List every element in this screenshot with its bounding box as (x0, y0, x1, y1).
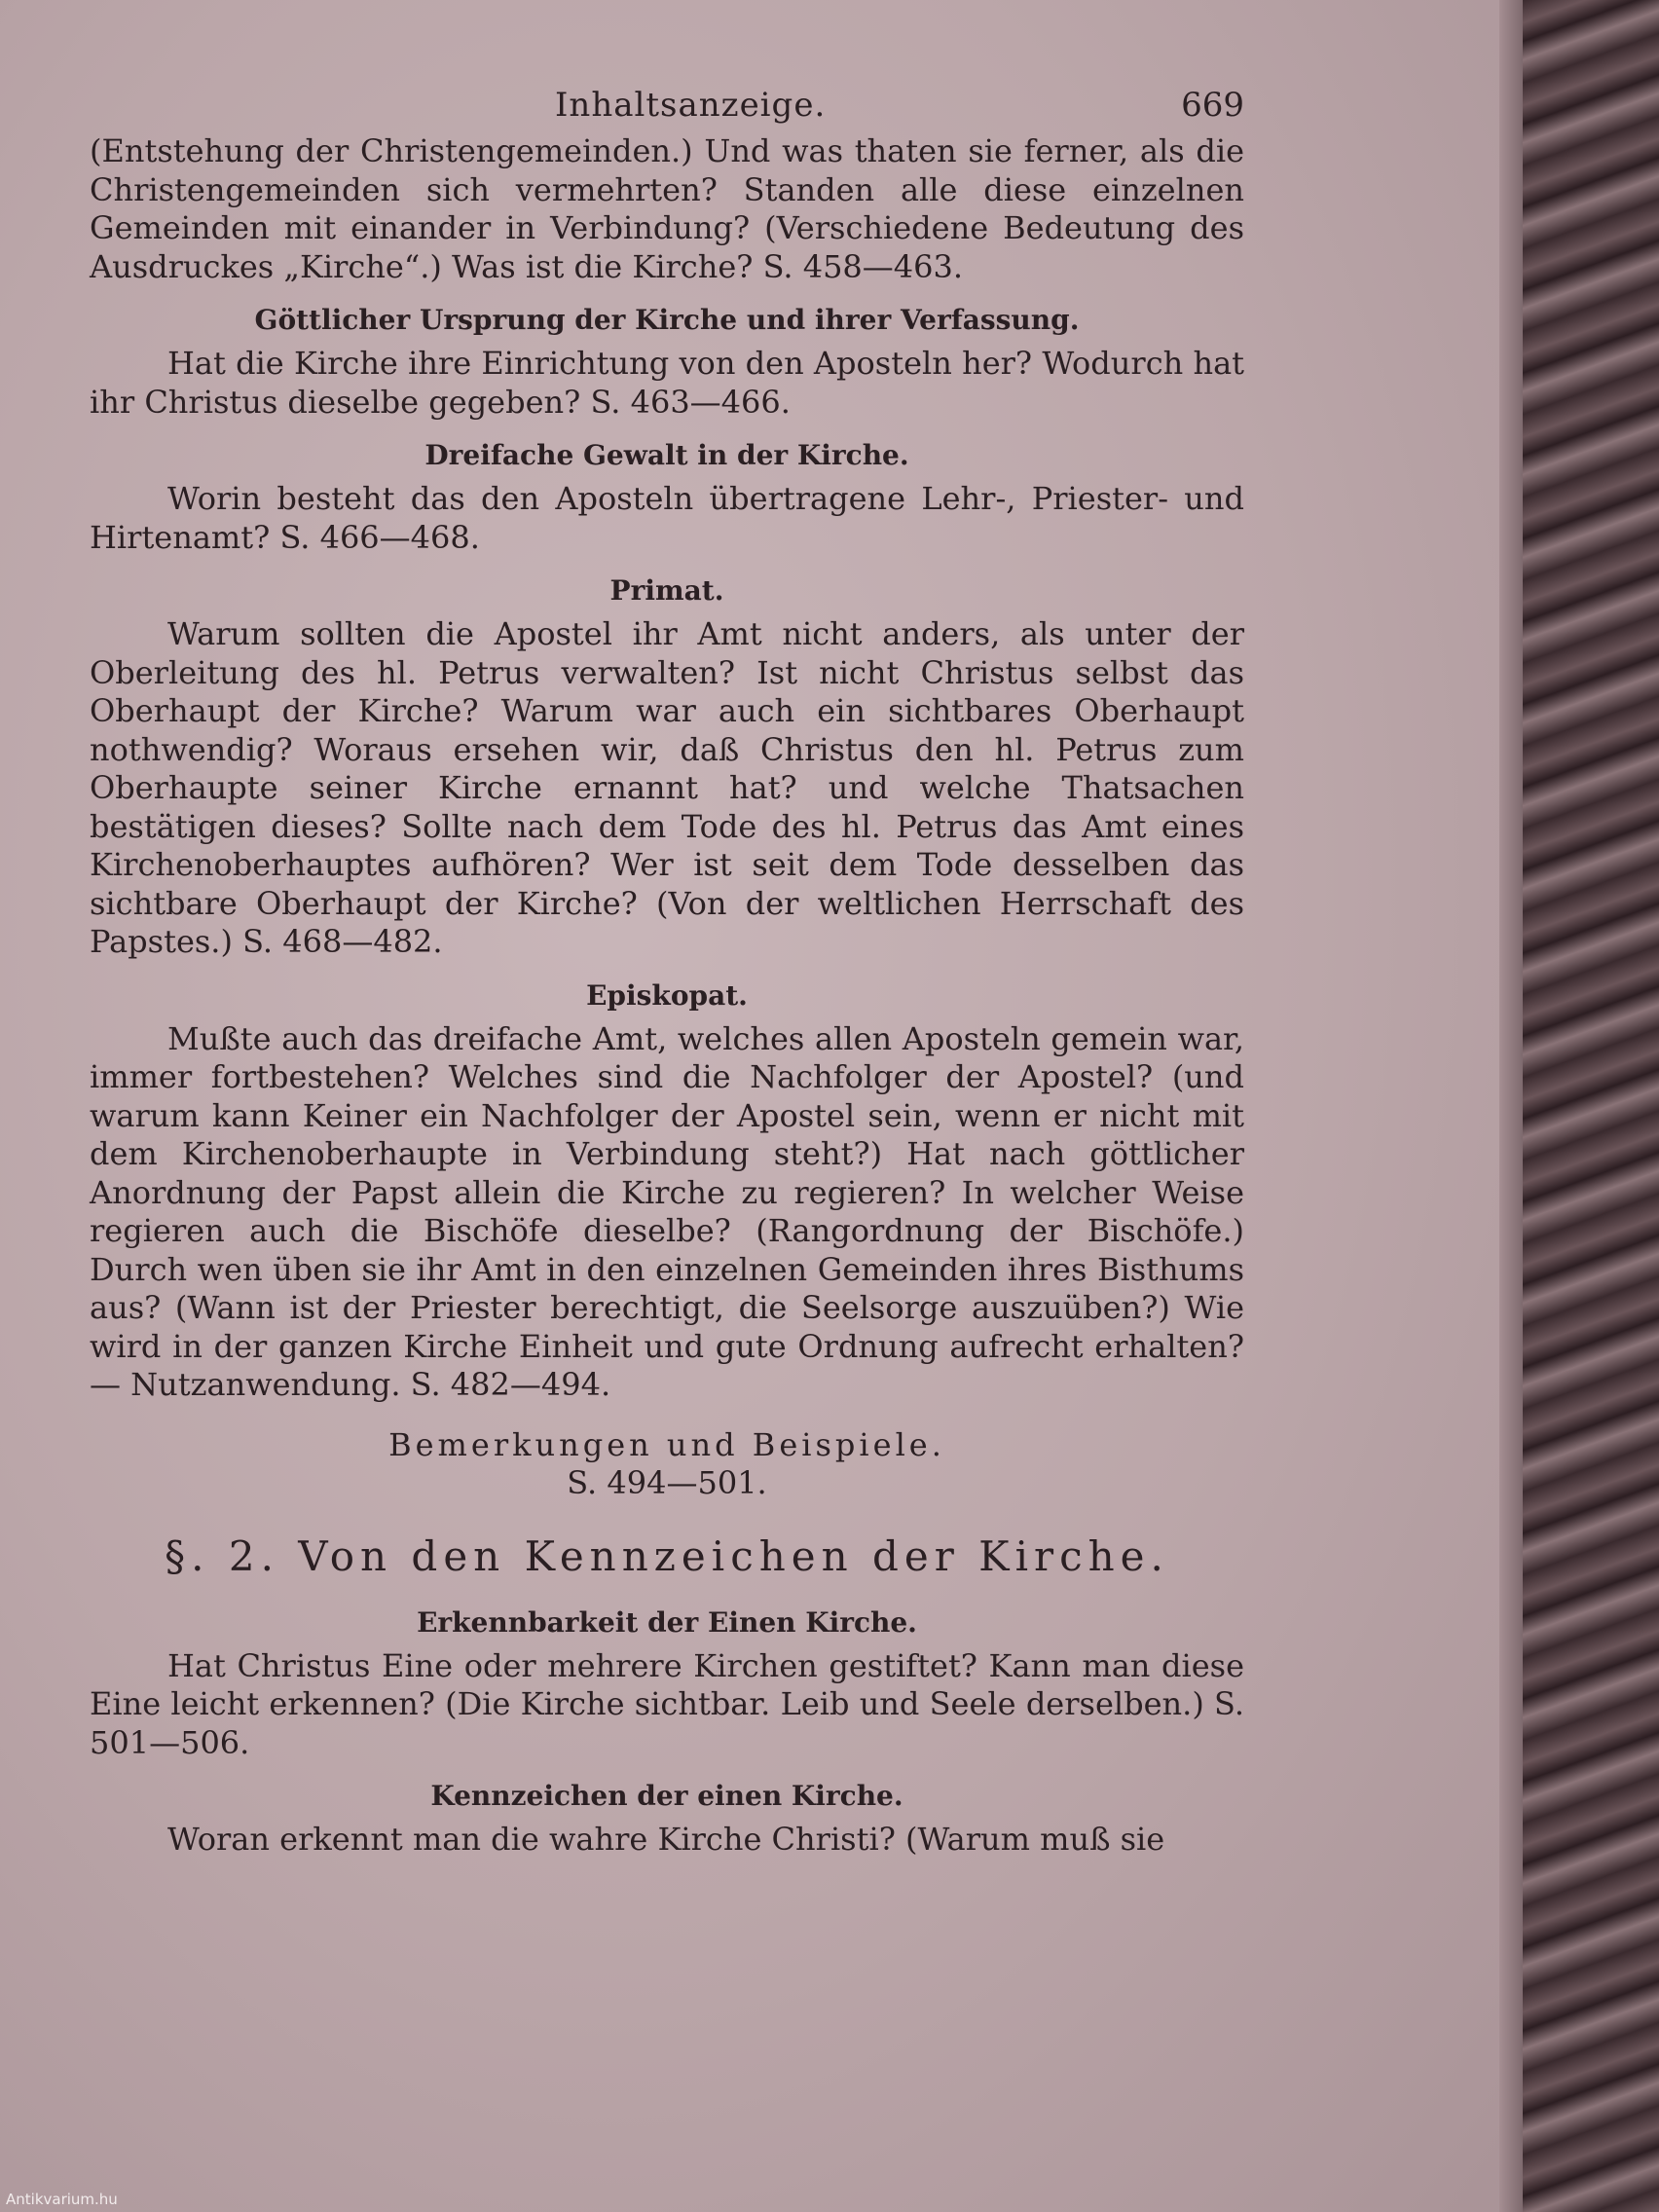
paragraph-episkopat: Mußte auch das dreifache Amt, welches allen Aposteln gemein war, immer fortbestehen? Welches sind die Nachfolger der Apostel? (und warum kann Keiner ein Nachfolger der Apostel sein, wenn er nicht mit dem Kirchenoberhaupte in Verbindung steht?) Hat nach göttlicher Anordnung der Papst allein die Kirche zu regieren? In welcher Weise regieren auch die Bischöfe dieselbe? (Rangordnung der Bischöfe.) Durch wen üben sie ihr Amt in den einzelnen Gemeinden ihres Bisthums aus? (Wann ist der Priester berechtigt, die Seelsorge auszuüben?) Wie wird in der ganzen Kirche Einheit und gute Ordnung aufrecht erhalten? — Nutzanwendung. S. 482—494. (90, 1019, 1244, 1403)
remarks-pages: S. 494—501. (567, 1464, 767, 1501)
section-heading: §. 2. Von den Kennzeichen der Kirche. (165, 1531, 1169, 1580)
paragraph-primat: Warum sollten die Apostel ihr Amt nicht anders, als unter der Oberleitung des hl. Petrus verwalten? Ist nicht Christus selbst das Oberhaupt der Kirche? Warum war auch ein sichtbares Oberhaupt nothwendig? Woraus ersehen wir, daß Christus den hl. Petrus zum Oberhaupte seiner Kirche ernannt hat? und welche Thatsachen bestätigen dieses? Sollte nach dem Tode des hl. Petrus das Amt eines Kirchenoberhauptes aufhören? Wer ist seit dem Tode desselben das sichtbare Oberhaupt der Kirche? (Von der weltlichen Herrschaft des Papstes.) S. 468—482. (90, 615, 1244, 960)
heading-kennzeichen: Kennzeichen der einen Kirche. (430, 1780, 903, 1812)
remarks-title: Bemerkungen und Beispiele. (388, 1425, 945, 1463)
paragraph-goettlicher-ursprung: Hat die Kirche ihre Einrichtung von den Aposteln her? Wodurch hat ihr Christus dieselbe gegeben? S. 463—466. (90, 345, 1244, 421)
watermark: Antikvarium.hu (6, 2191, 118, 2208)
page-content (90, 78, 1244, 1860)
paragraph-dreifache-gewalt: Worin besteht das den Aposteln übertragene Lehr-, Priester- und Hirtenamt? S. 466—468. (90, 480, 1244, 556)
paragraph-erkennbarkeit: Hat Christus Eine oder mehrere Kirchen gestiftet? Kann man diese Eine leicht erkennen? (Die Kirche sichtbar. Leib und Seele derselben.) S. 501—506. (90, 1646, 1244, 1761)
heading-dreifache-gewalt: Dreifache Gewalt in der Kirche. (424, 439, 909, 471)
page-number: 669 (1181, 86, 1244, 125)
paragraph-kennzeichen: Woran erkennt man die wahre Kirche Christi? (Warum muß sie (167, 1821, 1165, 1858)
heading-erkennbarkeit: Erkennbarkeit der Einen Kirche. (417, 1605, 917, 1639)
page-header (90, 78, 1244, 132)
page-gutter (1499, 0, 1523, 2212)
remarks-block (90, 1426, 1244, 1503)
marbled-page-edge (1523, 0, 1659, 2212)
heading-episkopat: Episkopat. (586, 978, 748, 1012)
intro-paragraph: (Entstehung der Christengemeinden.) Und was thaten sie ferner, als die Christengemeinden sich vermehrten? Standen alle diese einzelnen Gemeinden mit einander in Verbindung? (Verschiedene Bedeutung des Ausdruckes „Kirche“.) Was ist die Kirche? S. 458—463. (90, 132, 1244, 285)
heading-primat: Primat. (609, 574, 724, 607)
heading-goettlicher-ursprung: Göttlicher Ursprung der Kirche und ihrer Verfassung. (254, 304, 1080, 336)
running-title: Inhaltsanzeige. (555, 86, 827, 125)
